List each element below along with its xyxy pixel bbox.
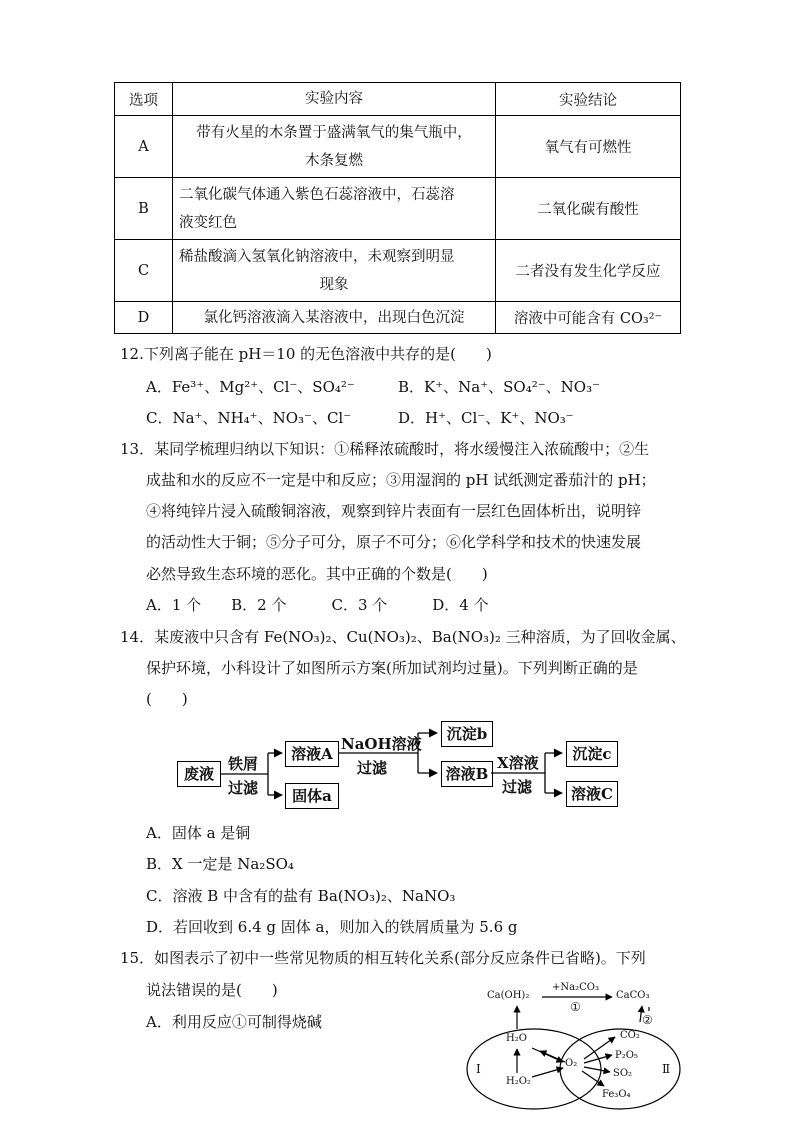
q12-option-b: B．K⁺、Na⁺、SO₄²⁻、NO₃⁻ [398,378,601,396]
box-waste: 废液 [177,761,221,787]
box-precipitate-b: 沉淀b [441,721,493,747]
q14-option-b: B．X 一定是 Na₂SO₄ [146,855,294,873]
q13-line: ④将纯锌片浸入硫酸铜溶液，观察到锌片表面有一层红色固体析出，说明锌 [146,502,642,520]
cell-conclusion: 二者没有发生化学反应 [496,240,681,302]
cell-conclusion: 二氧化碳有酸性 [496,178,681,240]
label-r2: ② [642,1013,653,1027]
label-fe3o4: Fe₃O₄ [602,1089,631,1100]
cell-option: A [115,116,173,178]
q13-line: 必然导致生态环境的恶化。其中正确的个数是( ) [146,565,488,583]
q12-option-c: C．Na⁺、NH₄⁺、NO₃⁻、Cl⁻ [146,409,352,427]
label-step3-bottom: 过滤 [502,778,533,796]
box-solution-b: 溶液B [441,761,493,787]
label-o2: O₂ [565,1058,578,1069]
header-option: 选项 [115,83,173,116]
cell-content: 稀盐酸滴入氢氧化钠溶液中，未观察到明显 现象 [173,240,496,302]
label-so2: SO₂ [613,1068,633,1079]
cell-content: 氯化钙溶液滴入某溶液中，出现白色沉淀 [173,302,496,334]
label-region-2: Ⅱ [662,1062,671,1076]
q12-option-a: A．Fe³⁺、Mg²⁺、Cl⁻、SO₄²⁻ [146,378,355,396]
q12-option-d: D．H⁺、Cl⁻、K⁺、NO₃⁻ [398,409,574,427]
q12-stem: 12.下列离子能在 pH＝10 的无色溶液中共存的是( ) [120,345,492,363]
cell-conclusion: 氧气有可燃性 [496,116,681,178]
label-caco3: CaCO₃ [616,990,650,1001]
header-content: 实验内容 [173,83,496,116]
q15-line: 15．如图表示了初中一些常见物质的相互转化关系(部分反应条件已省略)。下列 [120,949,646,967]
label-h2o2: H₂O₂ [506,1076,531,1087]
box-solid-a: 固体a [285,783,339,809]
q13-line: 13．某同学梳理归纳以下知识：①稀释浓硫酸时，将水缓慢注入浓硫酸中；②生 [120,440,650,458]
label-caoh2: Ca(OH)₂ [487,990,530,1001]
label-p2o5: P₂O₅ [615,1050,638,1061]
cell-content: 带有火星的木条置于盛满氧气的集气瓶中， 木条复燃 [173,116,496,178]
q15-line: 说法错误的是( ) [146,981,278,999]
cell-conclusion: 溶液中可能含有 CO₃²⁻ [496,302,681,334]
label-step1-top: 铁屑 [228,755,259,773]
q14-line: 14．某废液中只含有 Fe(NO₃)₂、Cu(NO₃)₂、Ba(NO₃)₂ 三种溶质，为了回收金属、 [120,628,686,646]
q14-option-c: C．溶液 B 中含有的盐有 Ba(NO₃)₂、NaNO₃ [146,887,456,905]
q15-option-a: A．利用反应①可制得烧碱 [146,1013,322,1031]
cell-option: C [115,240,173,302]
cell-content: 二氧化碳气体通入紫色石蕊溶液中，石蕊溶 液变红色 [173,178,496,240]
box-solution-a: 溶液A [285,741,339,767]
cell-option: D [115,302,173,334]
q14-option-a: A．固体 a 是铜 [146,824,251,842]
q13-line: 的活动性大于铜；⑤分子可分，原子不可分；⑥化学科学和技术的快速发展 [146,533,642,551]
label-region-1: Ⅰ [476,1062,481,1076]
q14-line: ( ) [146,690,188,708]
cell-option: B [115,178,173,240]
box-solution-c: 溶液C [566,781,618,807]
label-step2-top: NaOH溶液 [341,735,422,753]
label-h2o: H₂O [506,1033,527,1044]
label-co2: CO₂ [620,1030,640,1041]
label-step3-top: X溶液 [497,754,539,772]
header-conclusion: 实验结论 [496,83,681,116]
box-precipitate-c: 沉淀c [566,741,618,767]
label-step1-bottom: 过滤 [228,779,259,797]
label-reagent: +Na₂CO₃ [552,982,599,993]
label-r1: ① [570,1000,581,1014]
q13-line: 成盐和水的反应不一定是中和反应；③用湿润的 pH 试纸测定番茄汁的 pH； [146,471,656,489]
q14-line: 保护环境，小科设计了如图所示方案(所加试剂均过量)。下列判断正确的是 [146,659,638,677]
q13-options: A．1 个 B．2 个 C．3 个 D．4 个 [146,596,489,614]
q14-option-d: D．若回收到 6.4 g 固体 a，则加入的铁屑质量为 5.6 g [146,918,518,936]
label-step2-bottom: 过滤 [357,759,388,777]
